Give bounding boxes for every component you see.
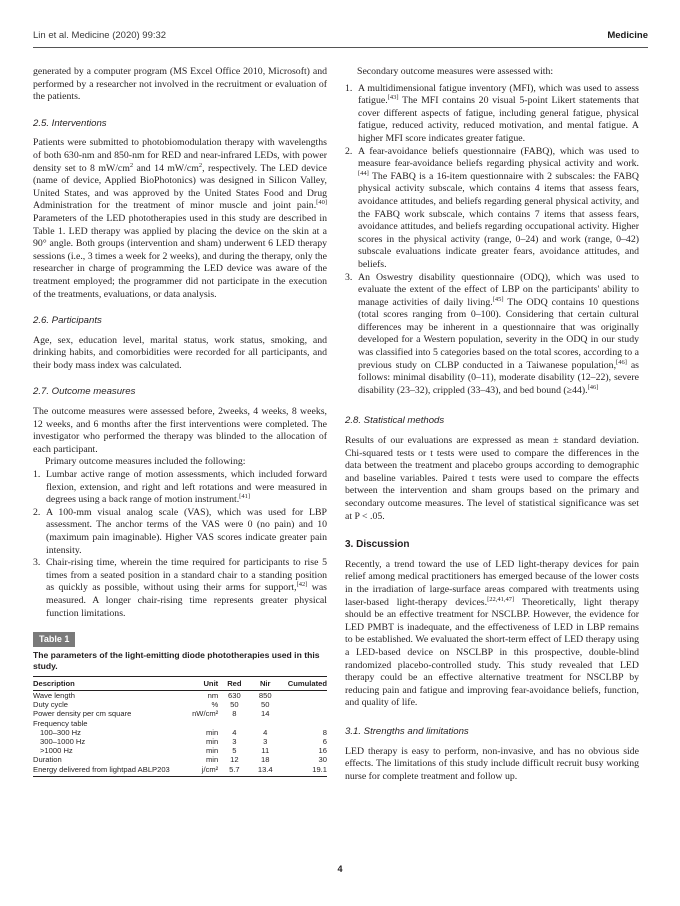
table-row bbox=[33, 737, 327, 746]
table-cell-red bbox=[218, 719, 250, 728]
citation-ref[interactable]: [44] bbox=[358, 169, 369, 177]
citation-ref[interactable]: [46] bbox=[587, 383, 599, 391]
table-cell-red: 5.7 bbox=[218, 765, 250, 777]
list-item: 3. An Oswestry disability questionnaire (ODQ), which was used to evaluate the extent of the effect of LBP on the participants' ability to manage activities of daily living.[45] The ODQ contains 10 questions (total scores ranging from 0–100). Considering that certain cultural differences may be inherent in a questionnaire that was originally developed for a Western population, severity in the ODQ in our study was classified into 5 categories based on the total scores, according to a previous study on CLBP conducted in a Taiwanese population,[46] as follows: minimal disability (0–11), moderate disability (12–22), severe disability (23–32), crippled (33–43), and bed bound (≥44).[46] bbox=[345, 271, 640, 396]
table-cell-desc: 300–1000 Hz bbox=[40, 736, 86, 746]
table-cell-red: 630 bbox=[228, 690, 241, 700]
citation-ref[interactable]: [42] bbox=[296, 581, 308, 589]
list-item: 1. A multidimensional fatigue inventory (MFI), which was used to assess fatigue.[43] The MFI contains 20 visual 5-point Likert statements that cover different aspects of fatigue, including general fatigue, physical fatigue, reduced activity, reduced motivation, and mental fatigue. A higher MFI score indicates greater fatigue. bbox=[345, 82, 639, 144]
table-title: The parameters of the light-emitting diode phototherapies used in this study. bbox=[33, 649, 320, 671]
right-column bbox=[345, 66, 639, 783]
table-cell-nir: 3 bbox=[263, 736, 268, 746]
participants-paragraph: Age, sex, education level, marital status, work status, smoking, and drinking habits, and comorbidities were recorded for all participants, and their body mass index was calculated. bbox=[33, 334, 327, 371]
table-cell-nir: 18 bbox=[261, 755, 270, 765]
citation-ref[interactable]: [40] bbox=[316, 199, 327, 207]
strengths-heading: 3.1. Strengths and limitations bbox=[345, 725, 469, 737]
table-header-row bbox=[33, 676, 327, 690]
table-cell-cum bbox=[280, 719, 327, 728]
citation-ref[interactable]: [22,41,47] bbox=[487, 595, 515, 603]
table-cell-nir: 11 bbox=[261, 746, 270, 756]
table-cell-desc: Frequency table bbox=[33, 718, 88, 728]
table-row bbox=[33, 728, 327, 737]
table-cell-cum bbox=[280, 690, 327, 700]
list-item: 1. Lumbar active range of motion assessments, which included forward flexion, extension, and right and left rotations and were measured in degrees using a back range of motion instrument.[41] bbox=[33, 469, 327, 506]
table-cell-cum: 19.1 bbox=[280, 765, 327, 777]
table-cell-desc: Energy delivered from lightpad ABLP203 bbox=[33, 765, 186, 777]
table-cell-unit: % bbox=[211, 700, 219, 710]
table-row bbox=[33, 719, 327, 728]
table-cell-cum: 8 bbox=[322, 727, 327, 737]
table-badge: Table 1 bbox=[33, 632, 75, 647]
table-cell-desc: Duration bbox=[33, 755, 62, 765]
table-cell-desc: Power density per cm square bbox=[33, 709, 132, 719]
table-cell-desc: >1000 Hz bbox=[40, 746, 73, 756]
table-row bbox=[33, 700, 327, 709]
table-cell-red: 50 bbox=[230, 700, 239, 710]
column-header: Cumulated bbox=[280, 676, 327, 690]
table-cell-red: 12 bbox=[230, 755, 239, 765]
table-cell-cum: 6 bbox=[322, 736, 327, 746]
table-cell-nir: 14 bbox=[261, 709, 270, 719]
intro-paragraph: generated by a computer program (MS Excel Office 2010, Microsoft) and performed by a researcher not involved in the recruitment or evaluation of the patients. bbox=[33, 66, 327, 103]
list-item: 2. A 100-mm visual analog scale (VAS), which was used for LBP assessment. The anchor terms of the VAS were 0 (no pain) and 10 (maximum pain imaginable). Higher VAS scores indicate greater pain intensity. bbox=[33, 506, 327, 556]
outcomes-heading: 2.7. Outcome measures bbox=[33, 386, 136, 398]
table-cell-desc: Duty cycle bbox=[33, 700, 69, 710]
table-cell-unit: min bbox=[205, 755, 219, 765]
column-header: Description bbox=[33, 676, 186, 690]
table-cell-unit: min bbox=[205, 727, 219, 737]
table-cell-red: 8 bbox=[232, 709, 237, 719]
table-cell-unit: nm bbox=[207, 690, 219, 700]
journal-name: Medicine bbox=[607, 30, 648, 41]
table-cell-cum bbox=[280, 700, 327, 709]
table-row bbox=[33, 690, 327, 700]
citation-ref[interactable]: [46] bbox=[616, 358, 627, 366]
table-cell-nir: 50 bbox=[261, 700, 270, 710]
table-row bbox=[33, 709, 327, 718]
table-cell-nir: 850 bbox=[258, 690, 272, 700]
table-cell-unit: min bbox=[205, 746, 219, 756]
statistical-methods-paragraph: Results of our evaluations are expressed as mean ± standard deviation. Chi-squared tests or t tests were used to compare the differences in the data between the treatment and placebo groups according to demographic and baseline variables. Paired t tests were used to compare the effects between the intervention and sham groups based on the primary and secondary outcome measures. The level of statistical significance was set at P < .05. bbox=[345, 435, 639, 522]
column-header: Red bbox=[218, 676, 250, 690]
column-header: Unit bbox=[186, 676, 218, 690]
participants-heading: 2.6. Participants bbox=[33, 315, 102, 327]
list-item: 3. Chair-rising time, wherein the time required for participants to rise 5 times from a seated position in a standard chair to a standing position as quickly as possible, without using their arms for support,[42] was measured. A longer chair-rising time represents greater physical function limitations. bbox=[33, 557, 327, 619]
interventions-heading: 2.5. Interventions bbox=[33, 117, 107, 129]
table-cell-cum: 30 bbox=[318, 755, 327, 765]
strengths-paragraph: LED therapy is easy to perform, non-invasive, and has no obvious side effects. The limitations of this study include difficult recruit busy working nurse for complete treatment and follow up. bbox=[345, 745, 639, 782]
table-cell-unit: j/cm² bbox=[186, 765, 218, 777]
secondary-outcomes-list bbox=[345, 83, 639, 398]
table-cell-nir: 4 bbox=[263, 727, 268, 737]
left-column bbox=[33, 66, 327, 777]
table-cell-desc: Wave length bbox=[33, 690, 75, 700]
discussion-heading: 3. Discussion bbox=[345, 539, 410, 551]
table-row bbox=[33, 746, 327, 755]
page-number: 4 bbox=[337, 864, 343, 874]
table-cell-red: 5 bbox=[232, 746, 237, 756]
table-cell-cum: 16 bbox=[318, 746, 327, 756]
list-item: 2. A fear-avoidance beliefs questionnaire (FABQ), which was used to measure fear-avoidance beliefs regarding physical activity and work.[44] The FABQ is a 16-item questionnaire with 2 subscales: the FABQ physical activity subscale, which contains 4 items that assess fears, avoidance attitudes, and beliefs regarding general physical activity, and the FABQ work subscale, which contains 7 items that assess fears, avoidance attitudes, and beliefs regarding occupational activity. Higher scores in the physical activity (range, 0–24) and work (range, 0–42) subscale evaluations indicate greater fears, avoidance attitudes, and beliefs. bbox=[345, 145, 639, 270]
table-cell-unit: nW/cm² bbox=[192, 709, 219, 719]
citation-header: Lin et al. Medicine (2020) 99:32 bbox=[33, 30, 167, 41]
led-parameters-table bbox=[33, 676, 327, 777]
table-cell-unit bbox=[186, 719, 218, 728]
citation-ref[interactable]: [45] bbox=[492, 295, 504, 303]
interventions-paragraph: Patients were submitted to photobiomodulation therapy with wavelengths of both 630-nm and 850-nm for RED and near-infrared LEDs, with power density set to 8 $mW/cm^2$ and 14 $mW/cm^2$, respectively. The LED device (name of device, Applied BioPhotonics) was designed in Silicon Valley, United States, and was approved by the United States Food and Drug Administration for the treatment of minor muscle and joint pain.[40] Parameters of the LED phototherapies used in this study are described in Table 1. LED therapy was applied by placing the device on the skin at a 90° angle. Both groups (intervention and sham) underwent 6 LED therapy sessions (i.e., 3 times a week for 2 weeks), and during the therapy, only the researcher in charge of programming the LED device was aware of the treatment employed; the programmer did not participate in the execution of the treatments, evaluations, or data analysis. bbox=[33, 137, 328, 300]
table-cell-cum bbox=[280, 709, 327, 718]
table-1 bbox=[33, 632, 327, 777]
outcomes-paragraph: The outcome measures were assessed before, 2weeks, 4 weeks, 8 weeks, 12 weeks, and 6 months after the first interventions were completed. The investigator who performed the therapy was blinded to the allocation of each participant. bbox=[33, 406, 327, 455]
discussion-paragraph: Recently, a trend toward the use of LED light-therapy devices for pain relief among medical practitioners has emerged because of the lower costs in the irradiation of large-surface areas compared with treatments using laser-based light-therapy devices.[22,41,47] Theoretically, light therapy should be an effective treatment for NSCLBP. However, the evidence for LED PMBT is inadequate, and the effectiveness of LED in LBP remains to be established. We evaluated the short-term effect of LED therapy using a LED-based device on NSCLBP in this prospective, double-blind randomized placebo-controlled study. This study revealed that LED therapy could be an effective alternative treatment for NSCLBP by reducing pain and fatigue and improving fear-avoidance beliefs, function, and quality of life. bbox=[345, 558, 639, 709]
table-cell-nir: 13.4 bbox=[251, 765, 280, 777]
statistical-methods-heading: 2.8. Statistical methods bbox=[345, 415, 445, 427]
table-cell-unit: min bbox=[205, 736, 219, 746]
primary-outcomes-list bbox=[33, 469, 327, 620]
header-rule bbox=[33, 47, 648, 48]
table-cell-red: 4 bbox=[232, 727, 237, 737]
table-row bbox=[33, 765, 327, 777]
column-header: Nir bbox=[251, 676, 280, 690]
table-body bbox=[33, 690, 327, 776]
citation-ref[interactable]: [43] bbox=[387, 94, 399, 102]
table-cell-nir bbox=[251, 719, 280, 728]
table-cell-red: 3 bbox=[232, 736, 237, 746]
running-header bbox=[33, 30, 648, 46]
primary-outcomes-intro: Primary outcome measures included the following: bbox=[45, 456, 246, 468]
citation-ref[interactable]: [41] bbox=[239, 493, 251, 501]
table-cell-desc: 100–300 Hz bbox=[40, 727, 81, 737]
secondary-outcomes-intro: Secondary outcome measures were assessed with: bbox=[357, 66, 554, 77]
table-row bbox=[33, 755, 327, 764]
